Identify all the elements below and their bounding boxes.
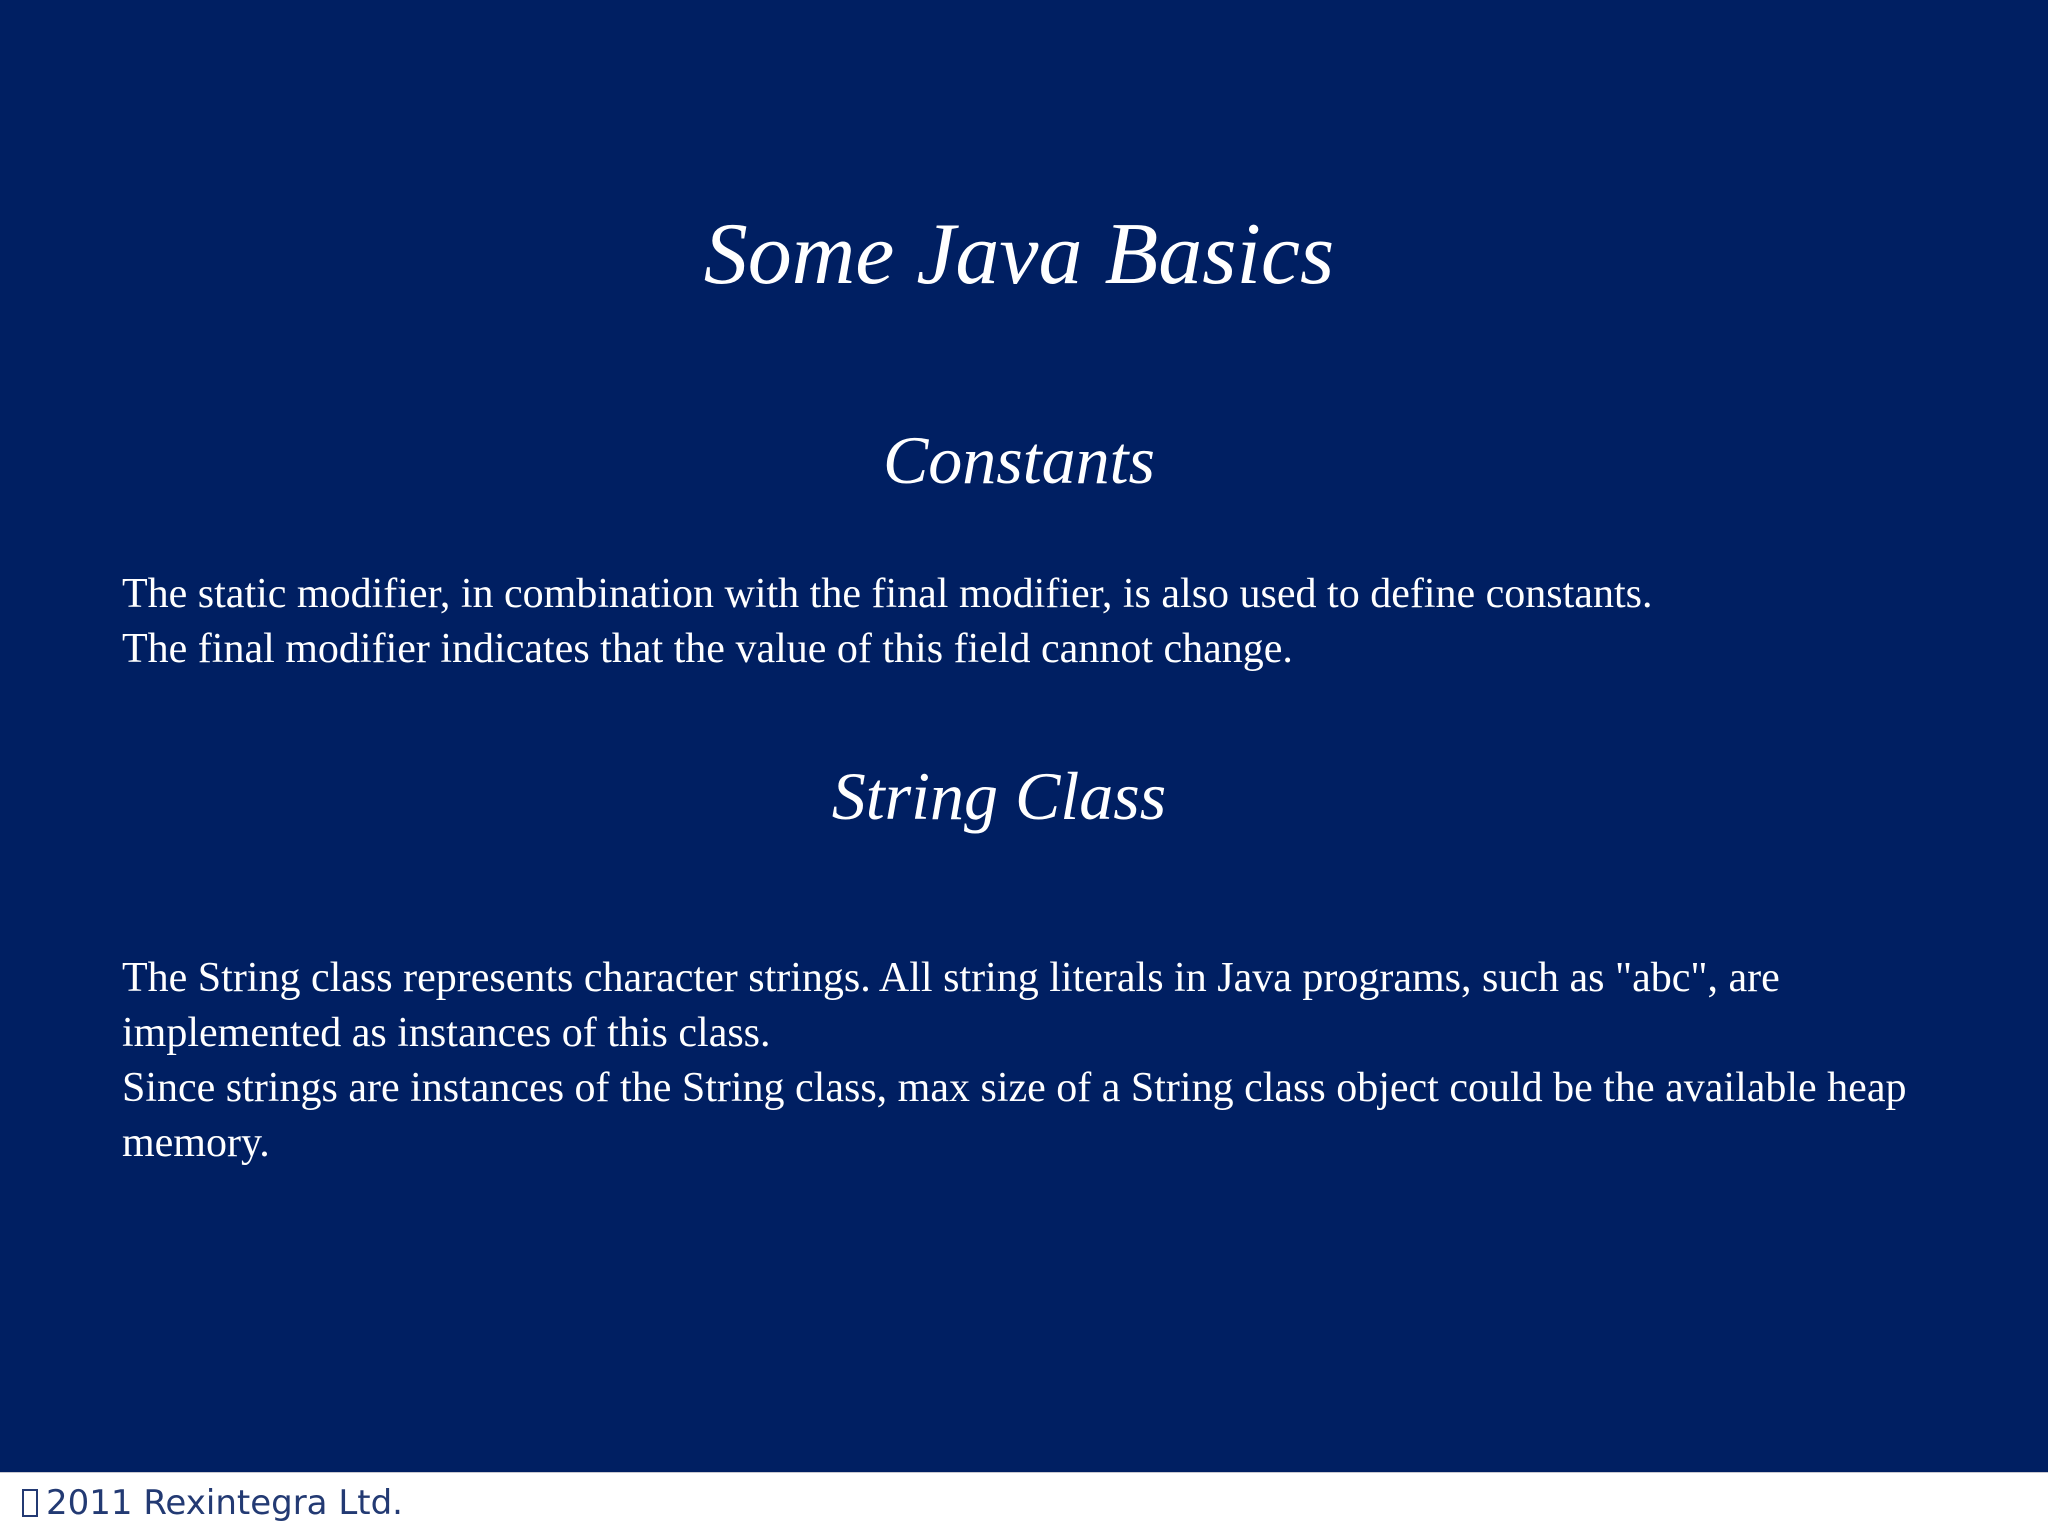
constants-line-2: The final modifier indicates that the value of this field cannot change. xyxy=(122,626,1293,672)
slide-title: Some Java Basics xyxy=(703,206,1335,303)
string-class-line-1: The String class represents character strings. All string literals in Java programs, such as "abc", are implemented as instances of this class. xyxy=(122,955,1780,1056)
string-class-line-2: Since strings are instances of the String class, max size of a String class object could be the available heap memory. xyxy=(122,1065,1907,1166)
missing-glyph-icon xyxy=(22,1489,38,1517)
copyright-notice xyxy=(22,1481,403,1525)
constants-line-1: The static modifier, in combination with the final modifier, is also used to define constants. xyxy=(122,571,1653,617)
footer xyxy=(0,1472,2048,1536)
string-class-paragraph xyxy=(122,951,1992,1171)
constants-paragraph xyxy=(122,567,1992,677)
copyright-text: 2011 Rexintegra Ltd. xyxy=(46,1483,403,1523)
section-heading-constants: Constants xyxy=(882,422,1156,498)
section-heading-string-class: String Class xyxy=(831,758,1167,834)
